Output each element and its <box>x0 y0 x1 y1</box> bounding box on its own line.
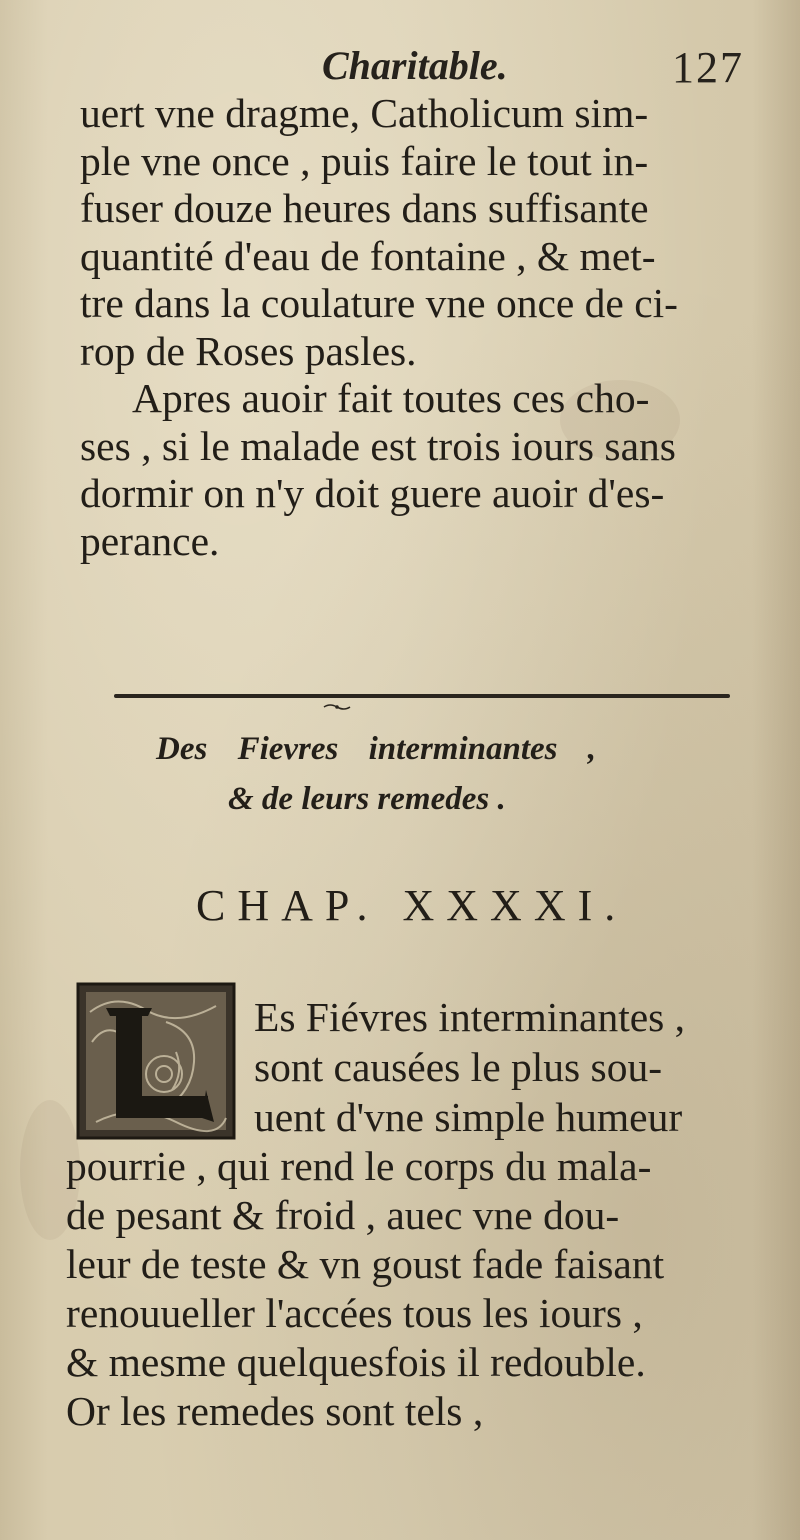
text-line: pourrie , qui rend le corps du mala- <box>66 1143 652 1189</box>
text-line: perance. <box>80 517 220 564</box>
text-block-bottom <box>66 1142 786 1436</box>
page-number: 127 <box>672 43 744 92</box>
dropcap-letter: L <box>76 982 77 983</box>
text-line: & mesme quelquesfois il redouble. <box>66 1339 646 1385</box>
text-line: uent d'vne simple humeur <box>254 1094 683 1140</box>
text-line: de pesant & froid , auec vne dou- <box>66 1192 620 1238</box>
text-line: ses , si le malade est trois iours sans <box>80 422 676 469</box>
text-line: sont causées le plus sou- <box>254 1044 663 1090</box>
section-title <box>156 724 776 824</box>
text-line: rop de Roses pasles. <box>80 327 417 374</box>
divider-flourish-icon <box>322 702 352 712</box>
running-title: Charitable. <box>322 43 508 88</box>
text-line: fuser douze heures dans suffisante <box>80 185 649 231</box>
section-title-line: & de leurs remedes . <box>228 781 506 817</box>
text-line: renouueller l'accées tous les iours , <box>66 1290 643 1336</box>
text-line: Or les remedes sont tels , <box>66 1388 484 1434</box>
text-line: quantité d'eau de fontaine , & met- <box>80 232 656 279</box>
text-block-top <box>80 90 780 565</box>
text-line: uert vne dragme, Catholicum sim- <box>80 90 649 136</box>
text-line: Apres auoir fait toutes ces cho- <box>132 375 650 421</box>
text-block-beside-initial <box>254 992 784 1142</box>
text-line: dormir on n'y doit guere auoir d'es- <box>80 470 665 516</box>
text-line: leur de teste & vn goust fade faisant <box>66 1241 665 1287</box>
text-line: tre dans la coulature vne once de ci- <box>80 280 679 326</box>
text-line: Es Fiévres interminantes , <box>254 994 686 1040</box>
text-line: ple vne once , puis faire le tout in- <box>80 137 649 184</box>
page-header <box>0 42 800 92</box>
section-title-line: Des Fievres interminantes , <box>156 731 597 767</box>
section-divider <box>114 694 730 698</box>
chapter-heading: CHAP. XXXXI. <box>196 881 628 930</box>
ornamental-initial-icon <box>76 982 236 1140</box>
